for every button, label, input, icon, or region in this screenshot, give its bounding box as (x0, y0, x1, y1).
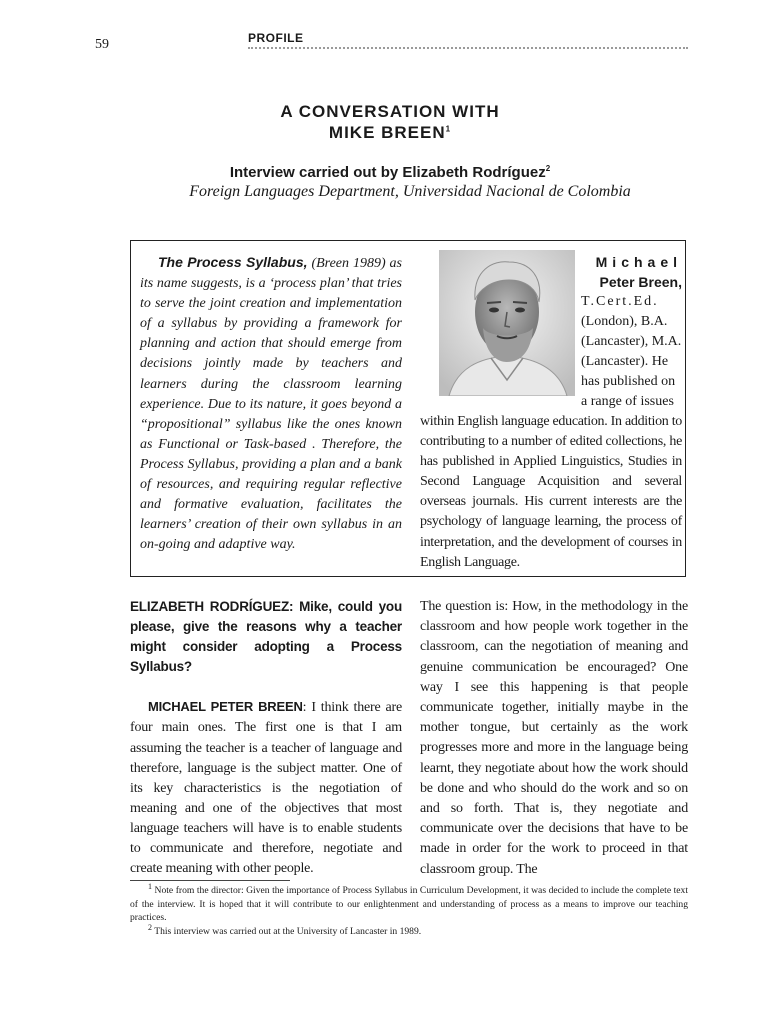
header-dotted-rule (248, 47, 688, 49)
footnotes (130, 881, 688, 938)
page-number: 59 (95, 37, 109, 52)
title-footnote-mark: 1 (445, 124, 452, 134)
footnote-1 (130, 881, 688, 925)
footnote-1-mark: 1 (148, 881, 152, 891)
bio-name-rest: Peter Breen, (599, 274, 682, 290)
interviewee-answer (130, 697, 402, 879)
byline-text: Interview carried out by Elizabeth Rodríguez (229, 164, 546, 181)
bio-credentials (581, 292, 682, 413)
section-label: PROFILE (248, 31, 304, 45)
bio-credential-rest: (London), B.A. (Lancaster), M.A. (Lancaster). He has published on a range of issues (581, 314, 682, 410)
interview-left-column (130, 597, 402, 879)
answer-text: : I think there are four main ones. The first one is that I am assuming the teacher is a teacher of language and therefore, language is the subject matter. One of its key characteristics is the negotiation of meaning and one of the objectives that most language teachers will have is to enable students to communicate and therefore, negotiate and create meaning with other people. (130, 700, 402, 877)
portrait-photo-icon (439, 250, 575, 396)
process-syllabus-description (140, 252, 402, 555)
byline-footnote-mark: 2 (545, 164, 551, 173)
bio-publications: within English language education. In addition to contributing to a number of edited collections, he has published in Applied Linguistics, Studies in Second Language Acquisition and several overseas journals. His current interests are the psychology of language learning, the process of interpretation, and the development of courses in English Language. (420, 414, 682, 570)
article-title-line1: A CONVERSATION WITH (280, 102, 500, 121)
byline (100, 164, 680, 181)
footnote-2 (130, 922, 688, 939)
bio-credential-cert: T.Cert.Ed. (581, 294, 659, 309)
footnote-1-text: Note from the director: Given the importance of Process Syllabus in Curriculum Development, it was decided to include the complete text of the interview. It is hoped that it will contribute to our enlightenment and understanding of process as a means to improve our teaching practices. (130, 885, 688, 924)
bio-name (582, 252, 682, 292)
article-title-line2 (150, 123, 630, 143)
syllabus-text: (Breen 1989) as its name suggests, is a ‘process plan’ that tries to serve the joint creation and implementation of a syllabus by providing a framework for planning and action that should emerge from decisions jointly made by teachers and learners during the classroom learning experience. Due to its nature, it goes beyond a “propositional” syllabus like the ones known as Functional or Task-based . Therefore, the Process Syllabus, providing a plan and a bank of resources, and requiring regular reflective and formative evaluation, facilitates the learners’ creation of their own syllabus in an on-going and adaptive way. (140, 256, 402, 553)
answer-speaker: MICHAEL PETER BREEN (148, 699, 303, 715)
footnote-2-text: This interview was carried out at the University of Lancaster in 1989. (152, 925, 422, 937)
syllabus-lead: The Process Syllabus, (158, 254, 308, 270)
bio-name-first: Michael (595, 254, 682, 270)
interviewer-question: ELIZABETH RODRÍGUEZ: Mike, could you please, give the reasons why a teacher might consider adopting a Process Syllabus? (130, 599, 402, 675)
footnote-divider (130, 880, 290, 881)
interview-right-column: The question is: How, in the methodology in the classroom and how people work together in the classroom, can the negotiation of meaning and genuine communication be encouraged? One way I see this happening is that people communicate together, initially maybe in the mother tongue, but certainly as the work progresses more and more in the language being learnt, they negotiate about how the work should be done and who should do the work and so on and so forth. That is, they negotiate and communicate over the decisions that have to be made in order for the work to proceed in that classroom group. The (420, 599, 688, 877)
title-text: MIKE BREEN (328, 123, 446, 142)
footnote-2-mark: 2 (148, 922, 152, 932)
affiliation: Foreign Languages Department, Universidad Nacional de Colombia (189, 183, 631, 200)
